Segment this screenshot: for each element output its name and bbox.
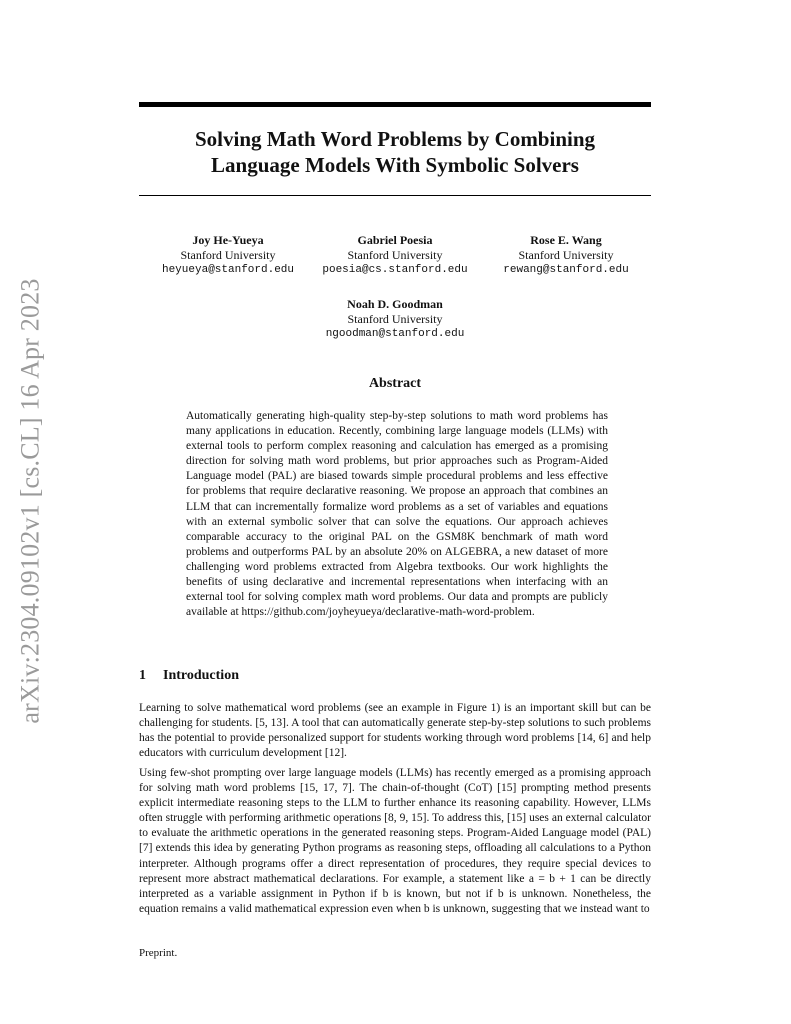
author-email[interactable]: rewang@stanford.edu <box>503 264 629 276</box>
arxiv-identifier-text: arXiv:2304.09102v1 [cs.CL] 16 Apr 2023 <box>16 278 46 724</box>
abstract-text: Automatically generating high-quality step-by-step solutions to math word problems has many applications in education. Recently, combining large language models (LLMs) with external tools to perform complex reasoning and calculation has emerged as a promising direction for solving math word problems, but prior approaches such as Program-Aided Language model (PAL) are biased towards simple procedural problems and less effective for problems that require declarative reasoning. We propose an approach that combines an LLM that can incrementally formalize word problems as a set of variables and equations with an external symbolic solver that can solve the equations. Our approach achieves comparable accuracy to the original PAL on the GSM8K benchmark of math word problems and outperforms PAL by an absolute 20% on ALGEBRA, a new dataset of more challenging word problems extracted from Algebra textbooks. Our work highlights the benefits of using declarative and incremental representations when interfacing with an external tool for solving complex math word problems. Our data and prompts are publicly available at https://github.com/joyheyueya/declarative-math-word-problem. <box>186 410 608 619</box>
abstract-heading: Abstract <box>368 376 422 391</box>
title-top-rule <box>139 102 651 107</box>
author-affiliation: Stanford University <box>347 248 443 262</box>
author-affiliation: Stanford University <box>347 312 443 326</box>
author-affiliation: Stanford University <box>180 248 276 262</box>
author-email[interactable]: ngoodman@stanford.edu <box>325 328 465 340</box>
paper-title-line-2: Language Models With Symbolic Solvers <box>211 153 579 177</box>
body-paragraph: Learning to solve mathematical word problems (see an example in Figure 1) is an important skill but can be challenging for students. [5, 13]. A tool that can automatically generate step-by-step solutions to such problems has the potential to provide personalized support for students working through word problems [14, 6] and help educators with curriculum development [12]. <box>139 702 651 760</box>
author-email[interactable]: heyueya@stanford.edu <box>161 264 295 276</box>
author-block <box>315 233 475 278</box>
page-footer: Preprint. <box>139 947 178 959</box>
section-heading <box>139 668 239 684</box>
paper-title-line-1: Solving Math Word Problems by Combining <box>194 127 596 151</box>
author-email[interactable]: poesia@cs.stanford.edu <box>322 264 468 276</box>
author-name: Gabriel Poesia <box>357 233 433 247</box>
author-name: Rose E. Wang <box>530 233 602 247</box>
author-block <box>315 297 475 342</box>
arxiv-identifier-stamp <box>6 275 56 727</box>
section-title: Introduction <box>163 668 239 683</box>
author-name: Noah D. Goodman <box>347 297 443 311</box>
body-paragraph: Using few-shot prompting over large language models (LLMs) has recently emerged as a promising approach for solving math word problems [15, 17, 7]. The chain-of-thought (CoT) [15] prompting method presents explicit intermediate reasoning steps to the LLM to further enhance its reasoning capability. However, LLMs often struggle with performing arithmetic operations [8, 9, 15]. To address this, [15] uses an external calculator to evaluate the arithmetic operations in the generated reasoning steps. Program-Aided Language model (PAL) [7] extends this idea by generating Python programs as reasoning steps, offloading all calculations to a Python interpreter. Although programs offer a direct representation of procedures, they require special devices to represent more abstract mathematical declarations. For example, a statement like a = b + 1 can be directly interpreted as a variable assignment in Python if b is known, but not if b is unknown. Nonetheless, the equation remains a valid mathematical expression even when b is unknown, suggesting that we instead want to <box>139 767 651 915</box>
paper-title <box>139 126 651 178</box>
author-block <box>486 233 646 278</box>
author-name: Joy He-Yueya <box>192 233 264 247</box>
author-block <box>148 233 308 278</box>
section-number: 1 <box>139 668 146 683</box>
title-bottom-rule <box>139 195 651 196</box>
author-affiliation: Stanford University <box>518 248 614 262</box>
